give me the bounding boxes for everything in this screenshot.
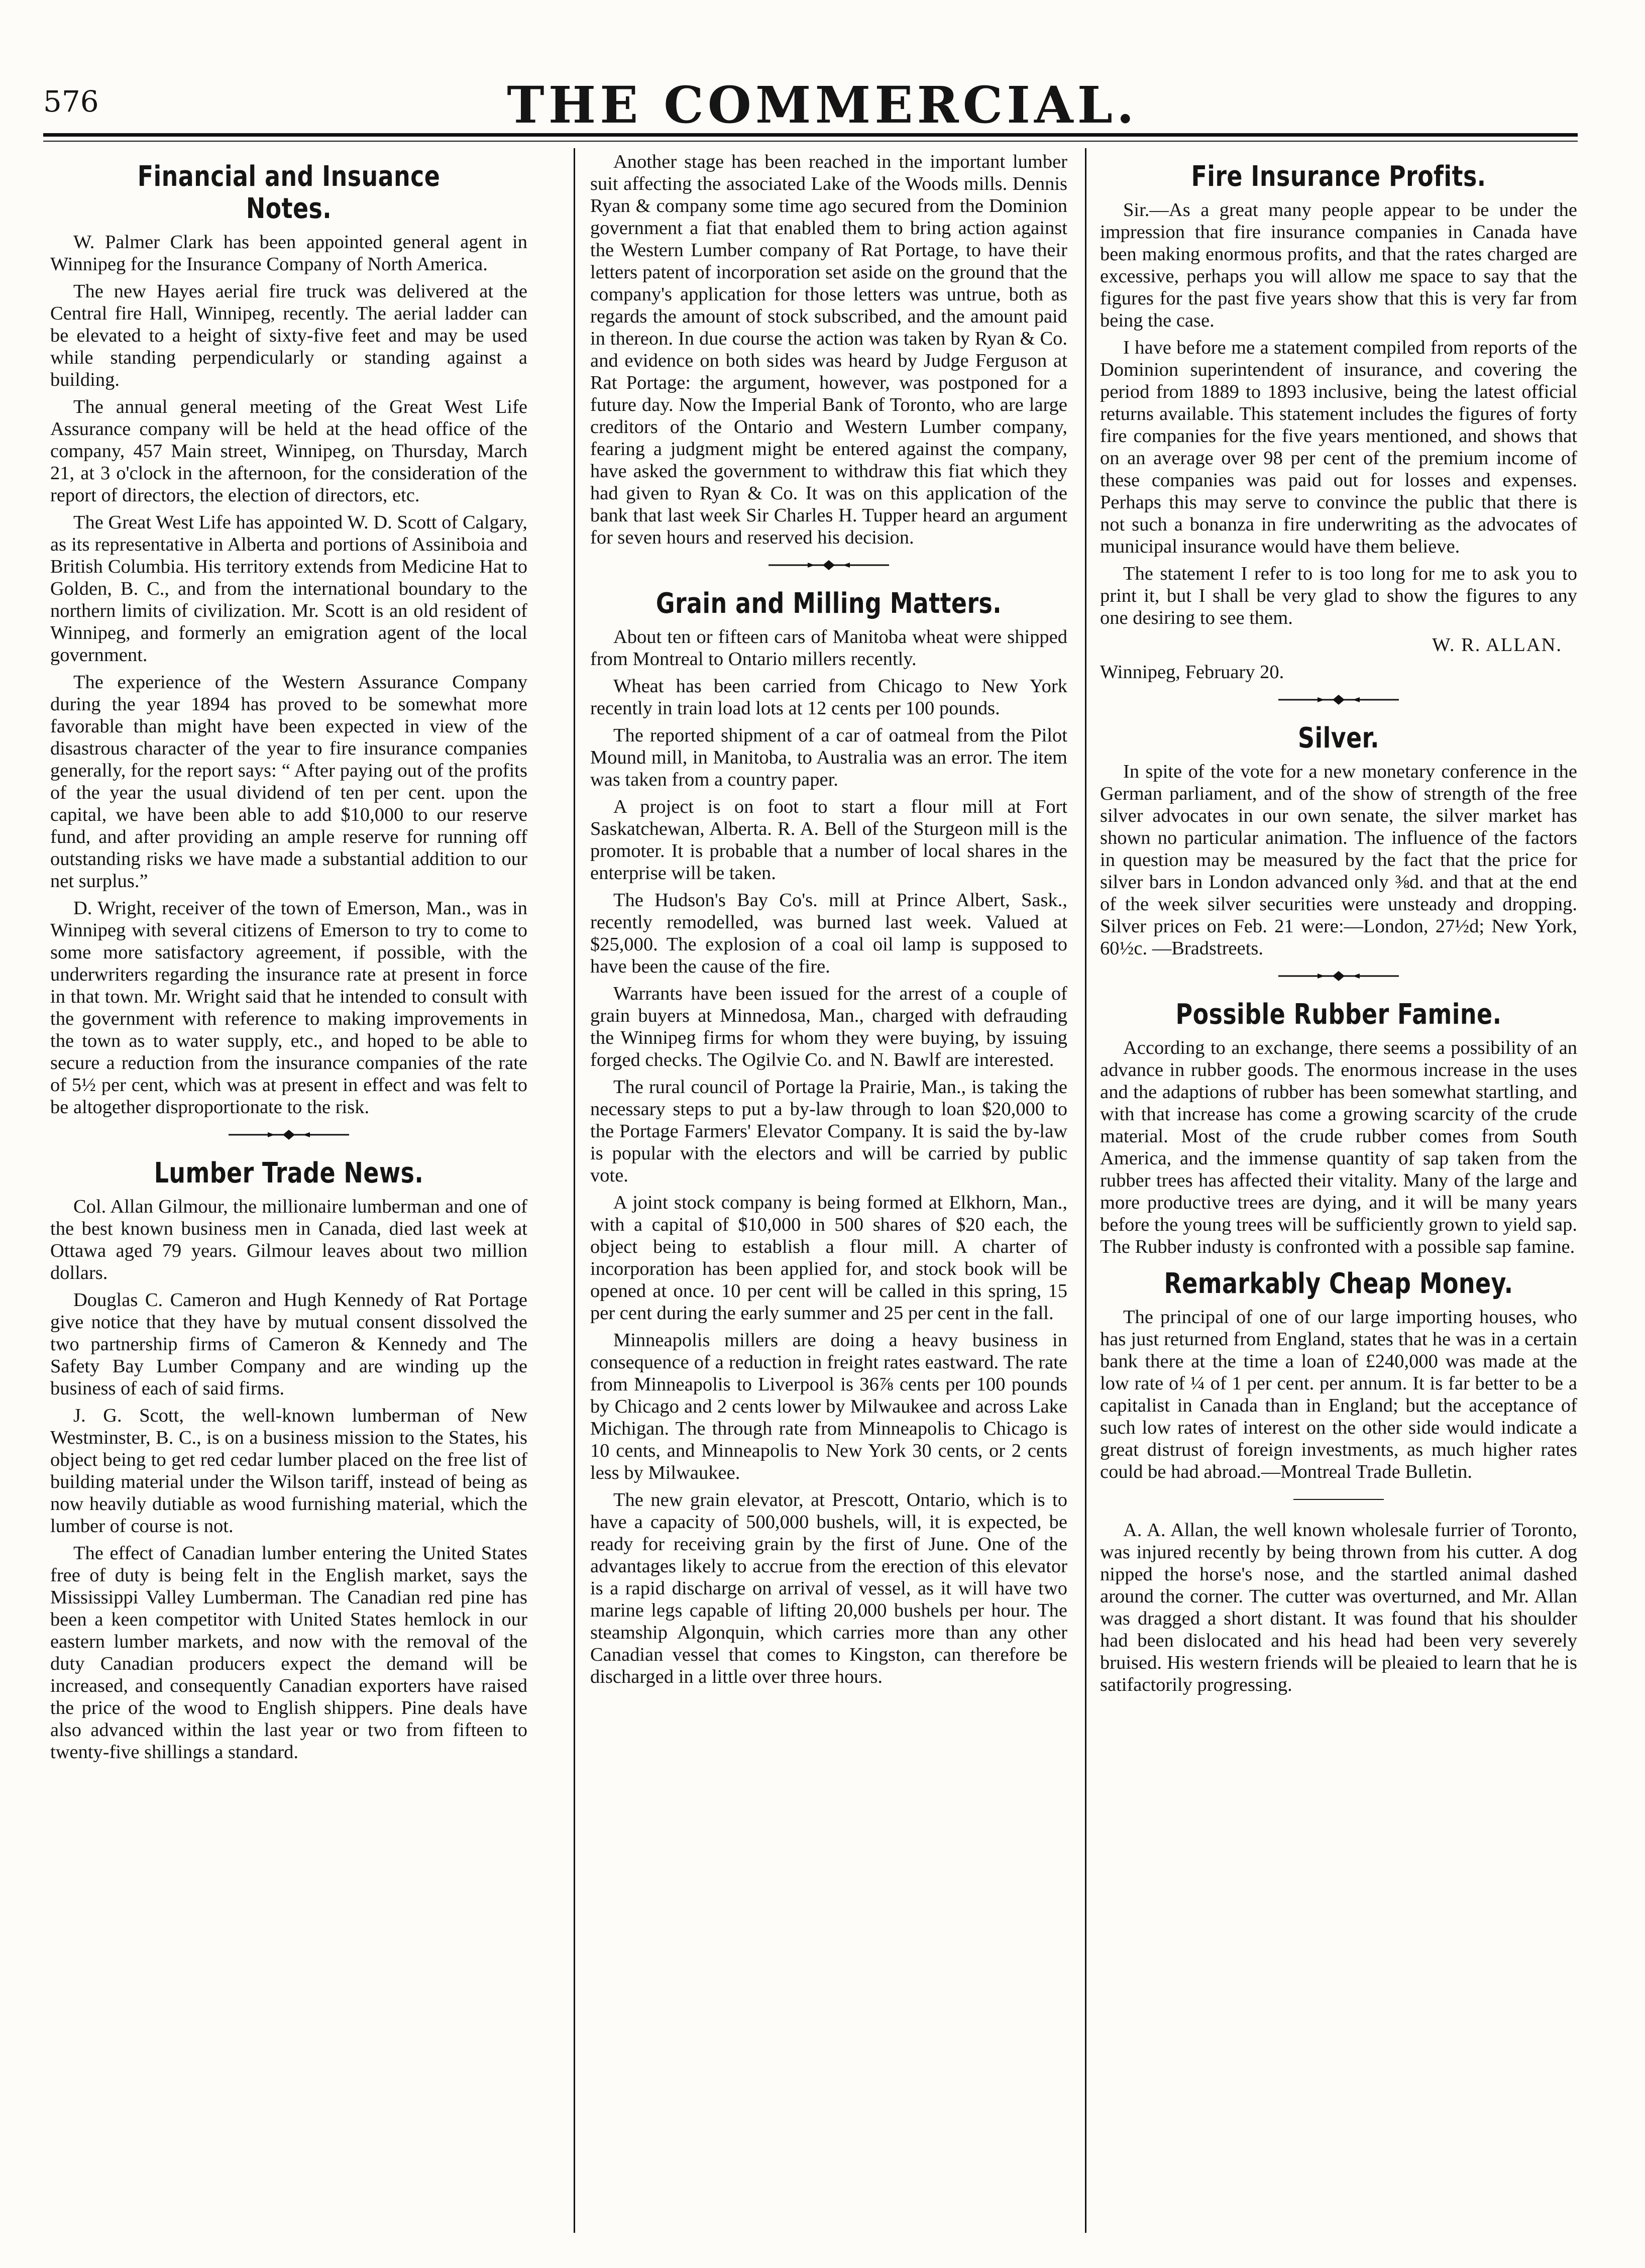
heading-grain-milling: Grain and Milling Matters. [655,587,1002,620]
section-ornament [50,1125,527,1147]
heading-silver: Silver. [1297,722,1380,754]
column-2 [590,151,1067,2215]
column-divider [1085,148,1086,2233]
paragraph: A project is on foot to start a flour mill at Fort Saskatchewan, Alberta. R. A. Bell of the Sturgeon mill is the promoter. It is probable that a number of local shares in the enterprise will be taken. [590,796,1067,884]
section-ornament [590,556,1067,578]
heading-fire-insurance: Fire Insurance Profits. [1191,160,1486,193]
paragraph: About ten or fifteen cars of Manitoba wheat were shipped from Montreal to Ontario millers recently. [590,626,1067,670]
paragraph: Minneapolis millers are doing a heavy business in consequence of a reduction in freight rates eastward. The rate from Minneapolis to Liverpool is 36⅞ cents per 100 pounds by Chicago and 2 cents lower by Milwaukee and across Lake Michigan. The through rate from Minneapolis to Chicago is 10 cents, and Minneapolis to New York 30 cents, or 2 cents less by Milwaukee. [590,1330,1067,1483]
heading-financial-notes: Financial and Insuance Notes. [137,160,441,225]
paragraph: According to an exchange, there seems a possibility of an advance in rubber goods. The enormous increase in the uses and the adaptions of rubber has been somewhat startling, and with that increase has come a growing scarcity of the crude material. Most of the crude rubber comes from South America, and the immense quantity of sap taken from the rubber trees has affected their vitality. Many of the large and more productive trees are dying, and it will be many years before the young trees will be sufficiently grown to yield sap. The Rubber industy is confronted with a possible sap famine. [1100,1037,1577,1257]
paragraph: The reported shipment of a car of oatmeal from the Pilot Mound mill, in Manitoba, to Australia was an error. The item was taken from a country paper. [590,725,1067,790]
section-ornament [1100,690,1577,712]
section-ornament [1100,966,1577,989]
paragraph: The rural council of Portage la Prairie, Man., is taking the necessary steps to put a by-law through to loan $20,000 to the Portage Farmers' Elevator Company. It is said the by-law is popular with the electors and will be carried by public vote. [590,1076,1067,1186]
paragraph: In spite of the vote for a new monetary conference in the German parliament, and of the show of strength of the free silver advocates in our own senate, the silver market has shown no particular animation. The influence of the factors in question may be measured by the fact that the price for silver bars in London advanced only ⅜d. and that at the end of the week silver securities were unsteady and dropping. Silver prices on Feb. 21 were:—London, 27½d; New York, 60½c. —Bradstreets. [1100,761,1577,959]
masthead-rule-thin [43,141,1578,142]
heading-cheap-money: Remarkably Cheap Money. [1164,1267,1513,1300]
paragraph: The new Hayes aerial fire truck was delivered at the Central fire Hall, Winnipeg, recently. The aerial ladder can be elevated to a height of sixty-five feet and may be used while standing perpendicularly or standing against a building. [50,281,527,390]
heading-lumber-news: Lumber Trade News. [154,1157,424,1190]
paragraph: Wheat has been carried from Chicago to New York recently in train load lots at 12 cents per 100 pounds. [590,676,1067,719]
paragraph: The principal of one of our large importing houses, who has just returned from England, states that he was in a certain bank there at the time a loan of £240,000 was made at the low rate of ¼ of 1 per cent. per annum. It is far better to be a capitalist in Canada than in England; but the acceptance of such low rates of interest on the other side would indicate a great distrust of foreign investments, as much higher rates could be had abroad.—Montreal Trade Bulletin. [1100,1307,1577,1482]
paragraph: The Great West Life has appointed W. D. Scott of Calgary, as its representative in Alberta and portions of Assiniboia and British Columbia. His territory extends from Medicine Hat to Golden, B. C., and from the international boundary to the northern limits of civilization. Mr. Scott is an old resident of Winnipeg, and formerly an emigration agent of the local government. [50,512,527,666]
paragraph: W. Palmer Clark has been appointed general agent in Winnipeg for the Insurance Company of North America. [50,232,527,275]
page-number: 576 [43,84,99,119]
column-divider [574,148,575,2233]
signature: W. R. ALLAN. [1432,634,1562,656]
paragraph: Col. Allan Gilmour, the millionaire lumberman and one of the best known business men in Canada, died last week at Ottawa aged 79 years. Gilmour leaves about two million dollars. [50,1196,527,1283]
column-1 [50,151,527,2215]
paragraph: Another stage has been reached in the important lumber suit affecting the associated Lake of the Woods mills. Dennis Ryan & company some time ago secured from the Dominion government a fiat that enabled them to bring action against the Western Lumber company of Rat Portage, to have their letters patent of incorporation set aside on the ground that the company's application for those letters was untrue, both as regards the amount of stock subscribed, and the amount paid in thereon. In due course the action was taken by Ryan & Co. and evidence on both sides was heard by Judge Ferguson at Rat Portage: the argument, however, was postponed for a future day. Now the Imperial Bank of Toronto, who are large creditors of the Ontario and Western Lumber company, fearing a judgment might be entered against the company, have asked the government to withdraw this fiat which they had given to Ryan & Co. It was on this application of the bank that last week Sir Charles H. Tupper heard an argument for seven hours and reserved his decision. [590,151,1067,548]
paragraph: J. G. Scott, the well-known lumberman of New Westminster, B. C., is on a business mission to the States, his object being to get red cedar lumber placed on the free list of building material under the Wilson tariff, instead of being as now heavily dutiable as wood furnishing material, which the lumber of course is not. [50,1405,527,1537]
paragraph: A joint stock company is being formed at Elkhorn, Man., with a capital of $10,000 in 500 shares of $20 each, the object being to establish a flour mill. A charter of incorporation has been applied for, and stock book will be opened at once. 10 per cent will be called in this spring, 15 per cent during the early summer and 25 per cent in the fall. [590,1192,1067,1324]
paragraph: Sir.—As a great many people appear to be under the impression that fire insurance companies in Canada have been making enormous profits, and that the rates charged are excessive, perhaps you will allow me space to say that the figures for the past five years show that this is very far from being the case. [1100,199,1577,331]
paragraph: I have before me a statement compiled from reports of the Dominion superintendent of insurance, and covering the period from 1889 to 1893 inclusive, being the latest official returns available. This statement includes the figures of forty fire companies for the five years mentioned, and shows that on an average over 98 per cent of the premium income of these companies was paid out for losses and expenses. Perhaps this may serve to convince the public that there is not such a bonanza in fire underwriting as the advocates of municipal insurance would have them believe. [1100,337,1577,557]
masthead: THE COMMERCIAL. [507,75,1138,135]
paragraph: A. A. Allan, the well known wholesale furrier of Toronto, was injured recently by being thrown from his cutter. A dog nipped the horse's nose, and the startled animal dashed around the corner. The cutter was overturned, and Mr. Allan was dragged a short distant. It was found that his shoulder had been dislocated and his head had been very severely bruised. His western friends will be pleaied to learn that he is satifactorily progressing. [1100,1520,1577,1695]
column-3 [1100,151,1577,2215]
paragraph: Warrants have been issued for the arrest of a couple of grain buyers at Minnedosa, Man., charged with defrauding the Winnipeg firms for whom they were buying, by issuing forged checks. The Ogilvie Co. and N. Bawlf are interested. [590,983,1067,1070]
paragraph: The Hudson's Bay Co's. mill at Prince Albert, Sask., recently remodelled, was burned last week. Valued at $25,000. The explosion of a coal oil lamp is supposed to have been the cause of the fire. [590,890,1067,977]
section-divider [1100,1490,1577,1512]
masthead-rule [43,133,1578,137]
paragraph: The statement I refer to is too long for me to ask you to print it, but I shall be very glad to show the figures to any one desiring to see them. [1100,563,1577,628]
paragraph: The annual general meeting of the Great West Life Assurance company will be held at the head office of the company, 457 Main street, Winnipeg, on Thursday, March 21, at 3 o'clock in the afternoon, for the consideration of the report of directors, the election of directors, etc. [50,396,527,506]
heading-rubber-famine: Possible Rubber Famine. [1175,998,1502,1031]
paragraph: The experience of the Western Assurance Company during the year 1894 has proved to be somewhat more favorable than might have been expected in view of the disastrous character of the year to fire insurance companies generally, for the report says: “ After paying out of the profits of the year the usual dividend of ten per cent. upon the capital, we have been able to add $10,000 to our reserve fund, and after providing an ample reserve for running off outstanding risks we have made a substantial addition to our net surplus.” [50,672,527,892]
dateline: Winnipeg, February 20. [1100,662,1284,683]
paragraph: The effect of Canadian lumber entering the United States free of duty is being felt in the English market, says the Mississippi Valley Lumberman. The Canadian red pine has been a keen competitor with United States hemlock in our eastern lumber markets, and now with the removal of the duty Canadian producers expect the demand will be increased, and consequently Canadian exporters have raised the price of the wood to English shippers. Pine deals have also advanced within the last year or two from fifteen to twenty-five shillings a standard. [50,1543,527,1763]
paragraph: Douglas C. Cameron and Hugh Kennedy of Rat Portage give notice that they have by mutual consent dissolved the two partnership firms of Cameron & Kennedy and The Safety Bay Lumber Company and are winding up the business of each of said firms. [50,1289,527,1399]
paragraph: D. Wright, receiver of the town of Emerson, Man., was in Winnipeg with several citizens of Emerson to try to come to some more satisfactory agreement, if possible, with the underwriters regarding the insurance rate at present in force in that town. Mr. Wright said that he intended to consult with the government with reference to making improvements in the town as to water supply, etc., and hoped to be able to secure a reduction from the insurance companies of the rate of 5½ per cent, which was at present in effect and was felt to be altogether disproportionate to the risk. [50,898,527,1118]
paragraph: The new grain elevator, at Prescott, Ontario, which is to have a capacity of 500,000 bushels, will, it is expected, be ready for receiving grain by the first of June. One of the advantages likely to accrue from the erection of this elevator is a rapid discharge on arrival of vessel, as it will have two marine legs capable of lifting 20,000 bushels per hour. The steamship Algonquin, which carries more than any other Canadian vessel that comes to Kingston, can therefore be discharged in a little over three hours. [590,1489,1067,1687]
